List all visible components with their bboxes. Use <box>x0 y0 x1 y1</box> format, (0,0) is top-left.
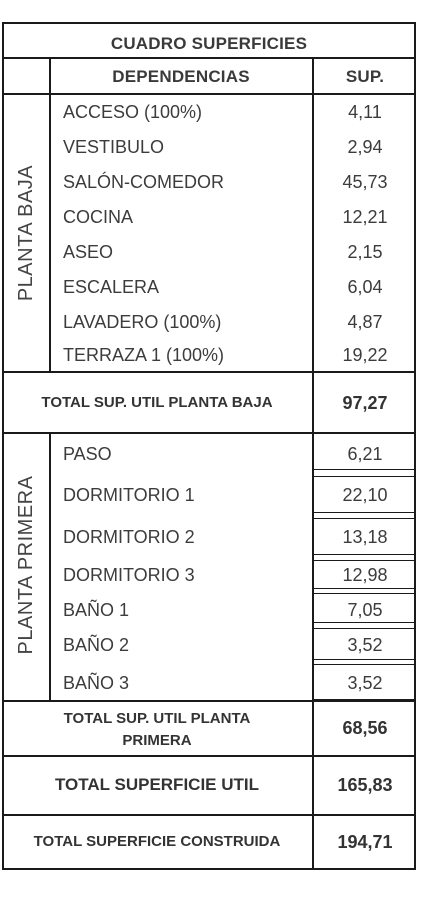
divider <box>49 57 51 372</box>
room-name: BAÑO 3 <box>63 673 130 693</box>
room-area: 4,11 <box>348 102 382 122</box>
divider <box>49 432 51 700</box>
divider <box>2 755 416 757</box>
room-name: COCINA <box>63 207 134 227</box>
header-sup: SUP. <box>345 67 385 86</box>
total-construida-label: TOTAL SUPERFICIE CONSTRUIDA <box>33 833 281 850</box>
room-name: LAVADERO (100%) <box>63 312 222 332</box>
room-name: ESCALERA <box>63 277 160 297</box>
room-area: 22,10 <box>342 485 388 505</box>
room-name: DORMITORIO 2 <box>63 527 195 547</box>
total-planta-primera-label-line1: TOTAL SUP. UTIL PLANTA <box>63 710 251 727</box>
room-name: PASO <box>63 444 112 464</box>
room-area: 13,18 <box>342 527 388 547</box>
total-planta-primera-value: 68,56 <box>342 718 388 738</box>
room-area: 2,15 <box>347 242 383 262</box>
room-name: BAÑO 1 <box>63 600 130 620</box>
room-area: 12,21 <box>342 207 388 227</box>
room-name: TERRAZA 1 (100%) <box>63 345 225 365</box>
divider <box>2 371 416 373</box>
room-area: 12,98 <box>342 565 388 585</box>
total-planta-baja-label: TOTAL SUP. UTIL PLANTA BAJA <box>41 394 273 411</box>
divider <box>2 814 416 816</box>
room-name: BAÑO 2 <box>63 635 130 655</box>
room-area: 7,05 <box>347 600 383 620</box>
total-planta-baja-value: 97,27 <box>342 393 388 413</box>
total-planta-primera-label-line2: PRIMERA <box>122 732 192 749</box>
divider <box>2 57 416 59</box>
total-util-value: 165,83 <box>337 775 393 795</box>
room-area: 6,04 <box>347 277 383 297</box>
room-area: 45,73 <box>342 172 388 192</box>
room-name: DORMITORIO 1 <box>63 485 195 505</box>
room-area: 4,87 <box>347 312 383 332</box>
room-area: 19,22 <box>342 345 388 365</box>
divider <box>2 93 416 95</box>
room-name: DORMITORIO 3 <box>63 565 195 585</box>
room-name: ASEO <box>63 242 114 262</box>
room-area: 3,52 <box>347 673 383 693</box>
table-title: CUADRO SUPERFICIES <box>110 34 308 53</box>
total-construida-value: 194,71 <box>337 832 393 852</box>
room-name: VESTIBULO <box>63 137 165 157</box>
room-name: SALÓN-COMEDOR <box>63 172 225 192</box>
header-dependencias: DEPENDENCIAS <box>112 67 250 86</box>
room-area: 3,52 <box>347 635 383 655</box>
room-name: ACCESO (100%) <box>63 102 203 122</box>
room-area: 6,21 <box>347 444 383 464</box>
room-area: 2,94 <box>347 137 383 157</box>
divider <box>2 700 416 702</box>
group-label-planta-baja: PLANTA BAJA <box>15 164 37 302</box>
group-label-planta-primera: PLANTA PRIMERA <box>15 475 37 655</box>
total-util-label: TOTAL SUPERFICIE UTIL <box>54 775 259 794</box>
